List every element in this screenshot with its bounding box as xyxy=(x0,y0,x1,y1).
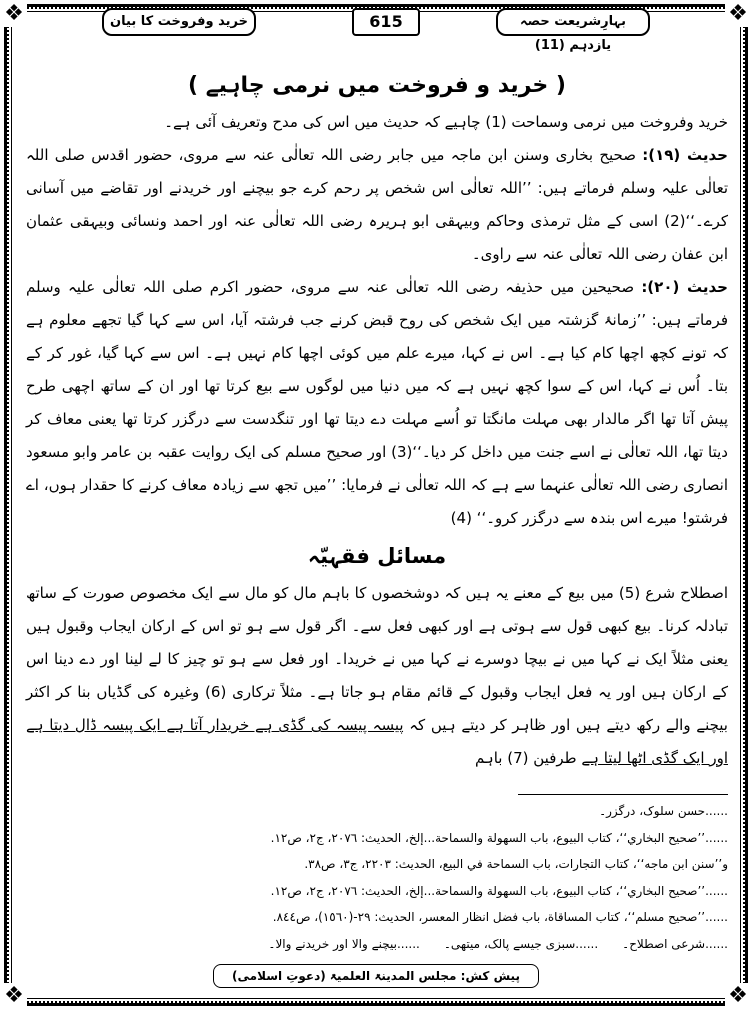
footnote-2: ......’’صحيح البخاري‘‘، كتاب البيوع، باب السهولة والسماحة...إلخ، الحديث: ٢٠٧٦، ج٢، ص١٢. xyxy=(270,830,728,845)
footnote-divider xyxy=(518,794,728,795)
section-heading: ( خرید و فروخت میں نرمی چاہیے ) xyxy=(188,73,566,98)
corner-ornament-icon: ❖ xyxy=(725,1,751,27)
hadith-19 xyxy=(26,139,728,271)
hadith-20 xyxy=(26,271,728,535)
page-number: 615 xyxy=(352,8,420,36)
corner-ornament-icon: ❖ xyxy=(725,983,751,1009)
fiqh-paragraph xyxy=(26,577,728,775)
hadith-19-text: صحیح بخاری وسنن ابن ماجہ میں جابر رضی اللہ تعالٰی عنہ سے مروی، حضور اقدس صلی اللہ تعالٰی علیہ وسلم فرماتے ہیں: ’’اللہ تعالٰی اس شخص پر رحم کرے جو بیچنے اور خریدنے اور تقاضے میں آسانی کرے۔‘‘(2) اسی کے مثل ترمذی وحاکم وبیہقی ابو ہریرہ رضی اللہ تعالٰی عنہ اور احمد ونسائی وبیہقی عثمان ابن عفان رضی اللہ تعالٰی عنہ سے راوی۔ xyxy=(26,146,728,263)
page-footer xyxy=(16,964,736,988)
footnote-1: ......حسن سلوک، درگزر۔ xyxy=(599,804,728,818)
corner-ornament-icon: ❖ xyxy=(1,1,27,27)
fiqh-underlined-text: پیسہ پیسہ کی گڈی ہے خریدار آتا ہے ایک پیسہ ڈال دیتا ہے اور ایک گڈی اٹھا لیتا ہے xyxy=(26,716,728,767)
footnote-3: ......’’صحيح البخاري‘‘، كتاب البيوع، باب السهولة والسماحة...إلخ، الحديث: ٢٠٧٦، ج٢، ص١٢. xyxy=(270,883,728,898)
footnote-4: ......’’صحيح مسلم‘‘، كتاب المساقاة، باب فضل انظار المعسر، الحديث: ٢٩-(١٥٦٠)، ص٨٤٤. xyxy=(272,910,728,924)
main-text xyxy=(26,66,728,775)
footnote-5: ......شرعی اصطلاح۔ xyxy=(622,936,728,951)
footnote-6: ......سبزی جیسے پالک، میتھی۔ xyxy=(443,936,599,951)
intro-paragraph: خرید وفروخت میں نرمی وسماحت (1) چاہیے کہ حدیث میں اس کی مدح وتعریف آئی ہے۔ xyxy=(164,113,728,131)
hadith-20-text: صحیحین میں حذیفہ رضی اللہ تعالٰی عنہ سے مروی، حضور اکرم صلی اللہ تعالٰی علیہ وسلم فرماتے ہیں: ’’زمانۂ گزشتہ میں ایک شخص کی روح قبض کرنے جب فرشتہ آیا، اس سے کہا گیا تجھے معلوم ہے کہ تونے کچھ اچھا کام کیا ہے۔ اس نے کہا، میرے علم میں کوئی اچھا کام نہیں ہے۔ اس سے کہا گیا، غور کر کے بتا۔ اُس نے کہا، اس کے سوا کچھ نہیں ہے کہ میں دنیا میں لوگوں سے بیع کرتا تھا اور ان کے ساتھ اچھی طرح پیش آتا تھا اگر مالدار بھی مہلت مانگتا تو اُسے مہلت دے دیتا تھا اور تنگدست سے درگزر کرتا تھا یعنی معاف کر دیتا تھا، اللہ تعالٰی نے اسے جنت میں داخل کر دیا۔‘‘(3) اور صحیح مسلم کی ایک روایت عقبہ بن عامر وابو مسعود انصاری رضی اللہ تعالٰی عنہما سے ہے کہ اللہ تعالٰی نے فرمایا: ’’میں تجھ سے زیادہ معاف کرنے کا حقدار ہوں، اے فرشتو! میرے اس بندہ سے درگزر کرو۔‘‘ (4) xyxy=(26,278,728,527)
chapter-title: خرید وفروخت کا بیان xyxy=(102,8,256,36)
book-title: بہارِشریعت حصہ یازدہم (11) xyxy=(496,8,650,36)
footnote-7: ......بیچنے والا اور خریدنے والا۔ xyxy=(268,936,420,951)
hadith-20-label: حدیث (۲۰): xyxy=(641,278,728,296)
fiqh-text-end: طرفین (7) باہم xyxy=(474,749,577,767)
footnote-2-continued: و’’سنن ابن ماجه‘‘، كتاب التجارات، باب السماحة في البيع، الحديث: ٢٢٠٣، ج٣، ص٣٨. xyxy=(304,857,728,871)
hadith-19-label: حدیث (۱۹): xyxy=(642,146,728,164)
page-header xyxy=(16,8,736,53)
fiqh-text: اصطلاح شرع (5) میں بیع کے معنے یہ ہیں کہ دوشخصوں کا باہم مال کو مال سے ایک مخصوص صورت کے ساتھ تبادلہ کرنا۔ بیع کبھی قول سے ہوتی ہے اور کبھی فعل سے۔ اگر قول سے ہو تو اس کے ارکان ایجاب وقبول ہیں یعنی مثلاً ایک نے کہا میں نے بیچا دوسرے نے کہا میں نے خریدا۔ اور فعل سے ہو تو چیز کا لے لینا اور دے دینا اس کے ارکان ہیں اور یہ فعل ایجاب وقبول کے قائم مقام ہو جاتا ہے۔ مثلاً ترکاری (6) وغیرہ کی گڈیاں بنا کر اکثر بیچنے والے رکھ دیتے ہیں اور ظاہر کر دیتے ہیں کہ xyxy=(26,584,729,734)
fiqh-heading: مسائل فقہیّہ xyxy=(307,544,447,568)
footnotes xyxy=(26,798,728,957)
publisher-credit: پیش کش: مجلس المدینۃ العلمیۃ (دعوتِ اسلامی) xyxy=(213,964,539,988)
footnotes-5-7 xyxy=(26,931,728,958)
corner-ornament-icon: ❖ xyxy=(1,983,27,1009)
